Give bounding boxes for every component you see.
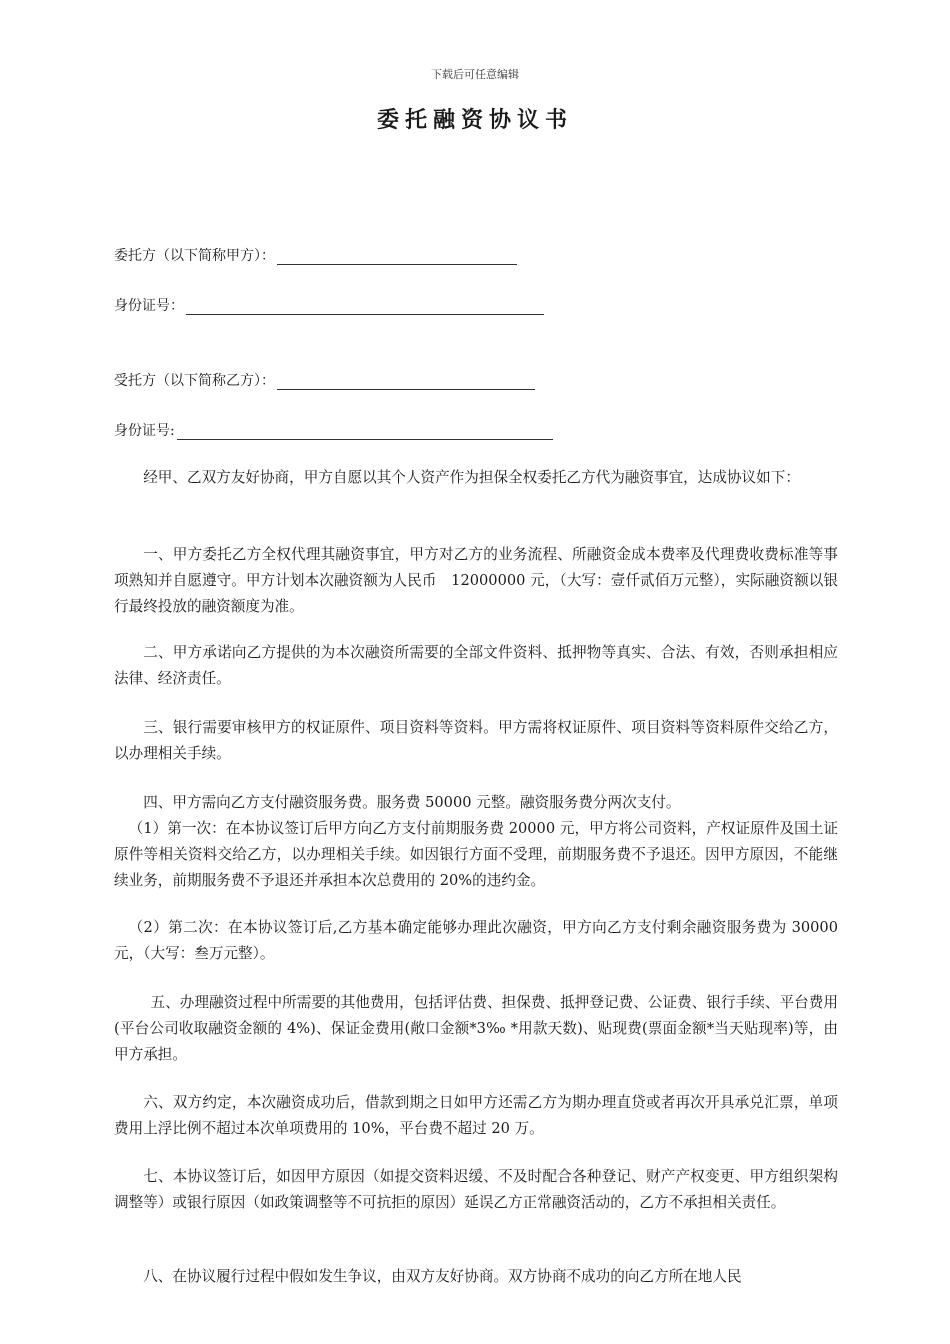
clause-6: 六、双方约定，本次融资成功后，借款到期之日如甲方还需乙方为期办理直贷或者再次开具承兑汇票，单项费用上浮比例不超过本次单项费用的 10%，平台费不超过 20 万。 — [114, 1094, 838, 1137]
party-b-id-label: 身份证号: — [114, 423, 175, 439]
clause-5: 五、办理融资过程中所需要的其他费用，包括评估费、担保费、抵押登记费、公证费、银行手续、平台费用(平台公司收取融资金额的 4%)、保证金费用(敞口金额*3‰ *用款天数)、贴现费(票面金额*当天贴现率)等，由甲方承担。 — [114, 994, 838, 1063]
clause-2: 二、甲方承诺向乙方提供的为本次融资所需要的全部文件资料、抵押物等真实、合法、有效，否则承担相应法律、经济责任。 — [114, 644, 838, 687]
clause-4: 四、甲方需向乙方支付融资服务费。服务费 50000 元整。融资服务费分两次支付。 — [143, 794, 681, 811]
party-b-id-blank[interactable] — [177, 425, 553, 440]
party-a-label: 委托方（以下简称甲方）： — [114, 248, 275, 264]
clause-3: 三、银行需要审核甲方的权证原件、项目资料等资料。甲方需将权证原件、项目资料等资料原件交给乙方，以办理相关手续。 — [114, 719, 838, 762]
party-b-label: 受托方（以下简称乙方）： — [114, 373, 275, 389]
header-note: 下载后可任意编辑 — [431, 68, 519, 81]
clause-4-item-2: （2）第二次：在本协议签订后,乙方基本确定能够办理此次融资，甲方向乙方支付剩余融资服务费为 30000 元，（大写：叁万元整）。 — [114, 919, 838, 962]
clause-4-item-1: （1）第一次：在本协议签订后甲方向乙方支付前期服务费 20000 元，甲方将公司资料，产权证原件及国土证原件等相关资料交给乙方，以办理相关手续。如因银行方面不受理，前期服务费不予退还。因甲方原因，不能继续业务，前期服务费不予退还并承担本次总费用的 20%的违约金。 — [114, 820, 838, 889]
clause-8: 八、在协议履行过程中假如发生争议，由双方友好协商。双方协商不成功的向乙方所在地人民 — [143, 1268, 742, 1285]
party-a-field — [114, 245, 517, 265]
party-a-id-blank[interactable] — [186, 300, 544, 315]
document-title: 委托融资协议书 — [376, 107, 573, 133]
party-b-blank[interactable] — [277, 375, 535, 390]
party-a-id-label: 身份证号： — [114, 298, 184, 314]
party-a-blank[interactable] — [277, 250, 517, 265]
party-a-id-field — [114, 295, 544, 315]
clause-7: 七、本协议签订后，如因甲方原因（如提交资料迟缓、不及时配合各种登记、财产产权变更、甲方组织架构调整等）或银行原因（如政策调整等不可抗拒的原因）延误乙方正常融资活动的，乙方不承担相关责任。 — [114, 1168, 838, 1211]
party-b-id-field — [114, 420, 553, 440]
intro-paragraph: 经甲、乙双方友好协商，甲方自愿以其个人资产作为担保全权委托乙方代为融资事宜，达成协议如下： — [143, 469, 800, 486]
party-b-field — [114, 370, 535, 390]
clause-1: 一、甲方委托乙方全权代理其融资事宜，甲方对乙方的业务流程、所融资金成本费率及代理费收费标准等事项熟知并自愿遵守。甲方计划本次融资额为人民币 12000000 元，（大写：壹仟贰佰万元整），实际融资额以银行最终投放的融资额度为准。 — [114, 546, 838, 615]
